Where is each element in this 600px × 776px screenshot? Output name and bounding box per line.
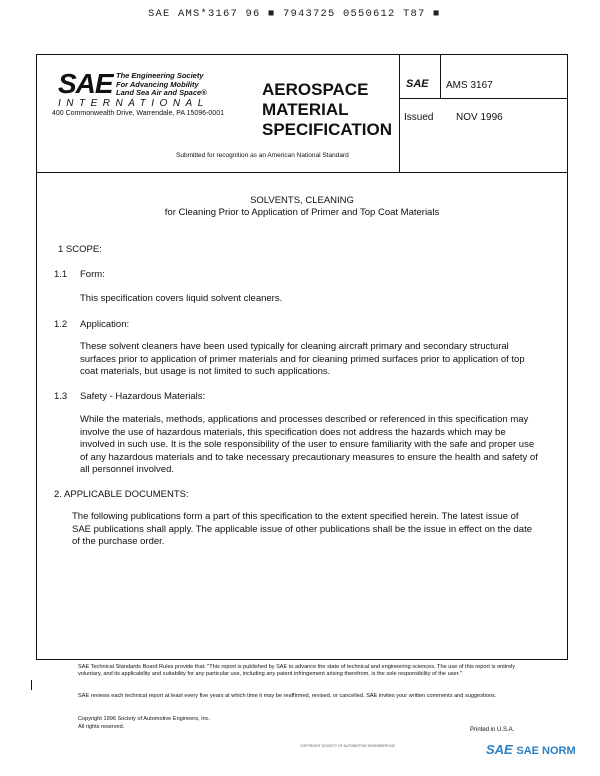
section-1-1-number: 1.1: [54, 269, 68, 280]
watermark-logo: SAE: [486, 742, 513, 757]
footer-rights: All rights reserved.: [78, 724, 125, 730]
margin-tick: [31, 680, 32, 690]
section-1-2-number: 1.2: [54, 319, 68, 330]
section-1-heading: 1 SCOPE:: [58, 244, 102, 255]
scan-header: SAE AMS*3167 96 ■ 7943725 0550612 T87 ■: [148, 8, 441, 20]
footer-rules-note: SAE Technical Standards Board Rules provide that: "This report is published by SAE to advance the state of technical and engineering sciences. The use of this report is entirely voluntary, and its applicability and suitability for any particular use, including any patent infringement arising therefrom, is the sole responsibility of the user.": [78, 664, 516, 678]
ams-number: AMS 3167: [446, 80, 493, 91]
header-vertical-divider: [399, 54, 400, 172]
issued-date: NOV 1996: [456, 112, 503, 123]
header-divider: [36, 172, 568, 173]
section-2-heading: 2. APPLICABLE DOCUMENTS:: [54, 489, 189, 500]
sae-logo: SAE: [58, 68, 113, 99]
section-2-text: The following publications form a part of this specification to the extent specified herein. The latest issue of SAE publications shall apply. The applicable issue of other publications shall be the issue in effect on the date of the purchase order.: [72, 511, 532, 547]
doc-title: SOLVENTS, CLEANING: [250, 195, 354, 206]
section-1-2-text: These solvent cleaners have been used typically for cleaning aircraft primary and secondary structural surfaces prior to application of primer materials and for cleaning primed surfaces prior to application of top coat materials, but usage is not limited to such applications.: [80, 341, 525, 377]
section-1-3-text: While the materials, methods, applications and processes described or referenced in this specification may involve the use of hazardous materials, this specification does not address the hazards which may be involved in such use. It is the sole responsibility of the user to ensure familiarity with the safe and proper use of any hazardous materials and to take necessary precautionary measures to ensure the health and safety of all personnel involved.: [80, 414, 538, 475]
society-tagline: The Engineering Society For Advancing Mobility Land Sea Air and Space®: [116, 71, 207, 97]
submitted-note: Submitted for recognition as an American National Standard: [176, 152, 349, 159]
section-1-1-title: Form:: [80, 269, 105, 280]
doc-subtitle: for Cleaning Prior to Application of Primer and Top Coat Materials: [164, 207, 440, 218]
footer-review-note: SAE reviews each technical report at least every five years at which time it may be reaffirmed, revised, or cancelled. SAE invites your written comments and suggestions.: [78, 693, 497, 699]
sae-norm-watermark: [486, 742, 576, 757]
header-vertical-divider-small: [440, 54, 441, 98]
section-1-3-number: 1.3: [54, 391, 68, 402]
sae-small-logo: SAE: [406, 78, 429, 90]
doc-type-title: AEROSPACE MATERIAL SPECIFICATION: [262, 80, 393, 139]
footer-copyright: Copyright 1996 Society of Automotive Engineers, Inc.: [78, 716, 211, 722]
issued-label: Issued: [404, 112, 434, 123]
header-right-divider: [399, 98, 568, 99]
section-1-1-text: This specification covers liquid solvent cleaners.: [80, 293, 283, 304]
section-1-3-title: Safety - Hazardous Materials:: [80, 391, 206, 402]
address: 400 Commonwealth Drive, Warrendale, PA 15096-0001: [52, 110, 224, 117]
international-label: INTERNATIONAL: [58, 98, 209, 109]
printed-in: Printed in U.S.A.: [470, 727, 515, 733]
watermark-text: SAE NORM: [516, 745, 576, 757]
copyright-stamp: COPYRIGHT SOCIETY OF AUTOMOTIVE ENGINEERS INC: [300, 744, 396, 748]
section-1-2-title: Application:: [80, 319, 130, 330]
